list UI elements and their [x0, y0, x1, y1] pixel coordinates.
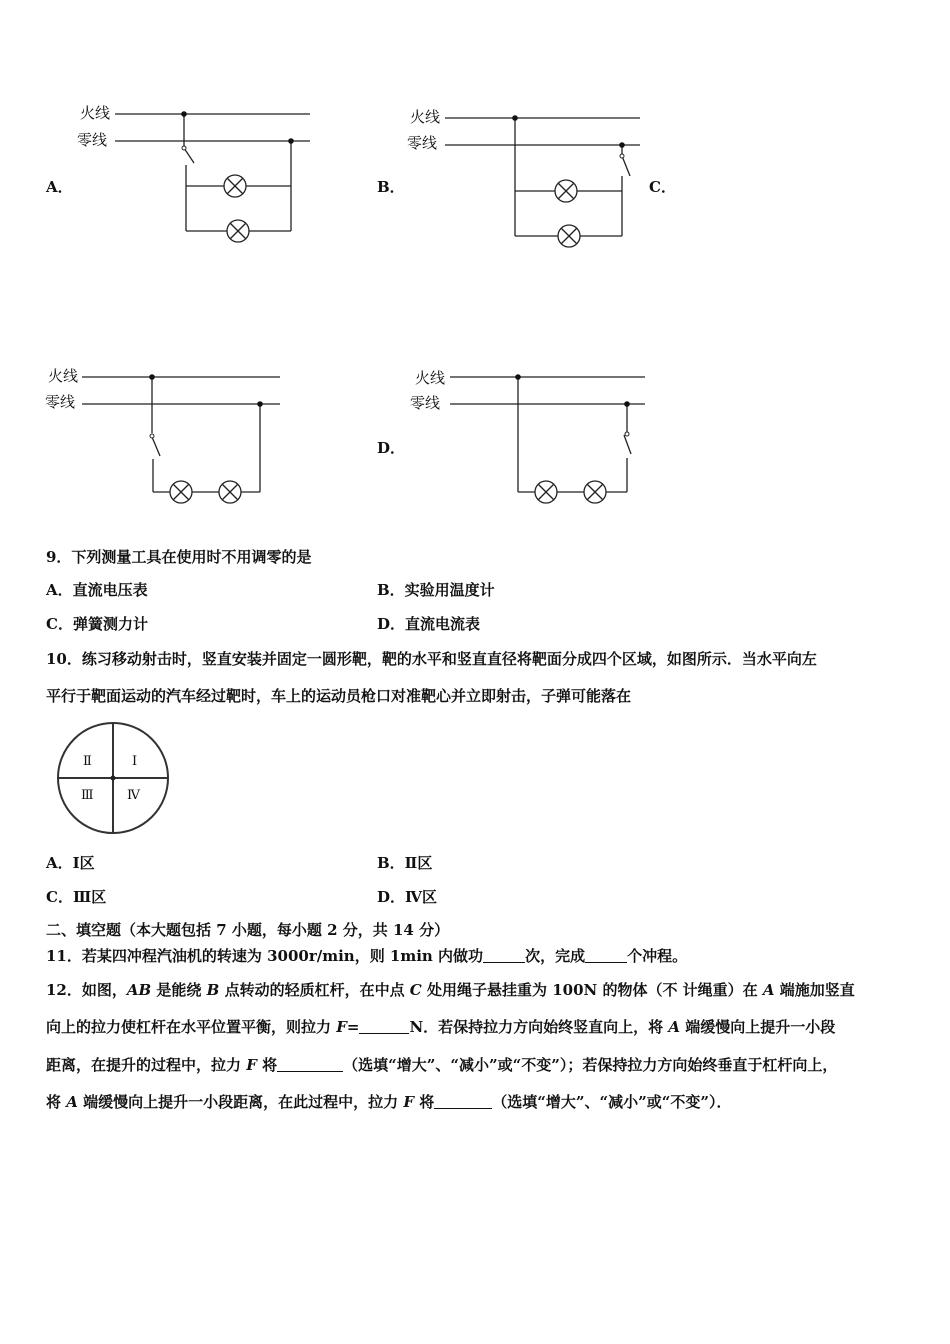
fire-wire-label: 火线: [48, 367, 79, 385]
q10-option-d: D．Ⅳ区: [377, 888, 438, 906]
q11-text-3: 个冲程。: [627, 947, 688, 965]
q9-option-a: A．直流电压表: [46, 581, 148, 599]
q10-option-c: C．Ⅲ区: [46, 888, 107, 906]
q12-line-3: 距离，在提升的过程中，拉力 F 将 （选填“增大”、“减小”或“不变”）；若保持拉力方向始终垂直于杠杆向上，: [46, 1056, 838, 1074]
answer-blank[interactable]: [359, 1019, 409, 1034]
option-d-label: D．: [377, 439, 406, 457]
target-region-1: Ⅰ: [132, 754, 138, 769]
zero-wire-label: 零线: [45, 393, 76, 411]
q9-stem: 9．下列测量工具在使用时不用调零的是: [46, 548, 312, 566]
q10-line-2: 平行于靶面运动的汽车经过靶时，车上的运动员枪口对准靶心并立即射击，子弹可能落在: [46, 687, 632, 705]
circuit-d: [450, 377, 645, 503]
q10-line-1: 10．练习移动射击时，竖直安装并固定一圆形靶，靶的水平和竖直直径将靶面分成四个区域，如图所示．当水平向左: [46, 650, 817, 668]
q12-line-4: 将 A 端缓慢向上提升一小段距离，在此过程中，拉力 F 将 （选填“增大”、“减小”或“不变”）．: [46, 1093, 732, 1111]
q10-option-b: B．Ⅱ区: [377, 854, 433, 872]
q11-text-1: 11．若某四冲程汽油机的转速为 3000r/min，则 1min 内做功: [46, 947, 484, 965]
zero-wire-label: 零线: [77, 131, 108, 149]
fire-wire-label: 火线: [415, 369, 446, 387]
target-figure: [58, 723, 168, 833]
zero-wire-label: 零线: [407, 134, 438, 152]
circuit-b: [445, 118, 640, 247]
q12-line-2: 向上的拉力使杠杆在水平位置平衡，则拉力 F= N．若保持拉力方向始终竖直向上，将 A 端缓慢向上提升一小段: [46, 1018, 836, 1036]
q10-option-a: A．Ⅰ区: [46, 854, 95, 872]
option-c-label: C．: [649, 178, 676, 196]
section-heading: 二、填空题（本大题包括 7 小题，每小题 2 分，共 14 分）: [46, 921, 450, 939]
circuit-c: [82, 377, 280, 503]
answer-blank[interactable]: [434, 1094, 492, 1109]
fire-wire-label: 火线: [410, 108, 441, 126]
circuit-a: [115, 114, 310, 242]
target-region-2: Ⅱ: [83, 754, 92, 769]
answer-blank[interactable]: [483, 948, 525, 963]
fire-wire-label: 火线: [80, 104, 111, 122]
zero-wire-label: 零线: [410, 394, 441, 412]
q12-line-1: 12．如图，AB 是能绕 B 点转动的轻质杠杆，在中点 C 处用绳子悬挂重为 100N 的物体（不 计绳重）在 A 端施加竖直: [46, 981, 855, 999]
option-a-label: A．: [46, 178, 73, 196]
option-b-label: B．: [377, 178, 405, 196]
target-region-3: Ⅲ: [81, 788, 94, 803]
q9-option-b: B．实验用温度计: [377, 581, 495, 599]
q11: [46, 946, 687, 966]
answer-blank[interactable]: [277, 1057, 343, 1072]
q9-option-d: D．直流电流表: [377, 615, 481, 633]
q9-option-c: C．弹簧测力计: [46, 615, 148, 633]
target-region-4: Ⅳ: [127, 788, 140, 803]
answer-blank[interactable]: [585, 948, 627, 963]
q11-text-2: 次，完成: [525, 947, 586, 965]
